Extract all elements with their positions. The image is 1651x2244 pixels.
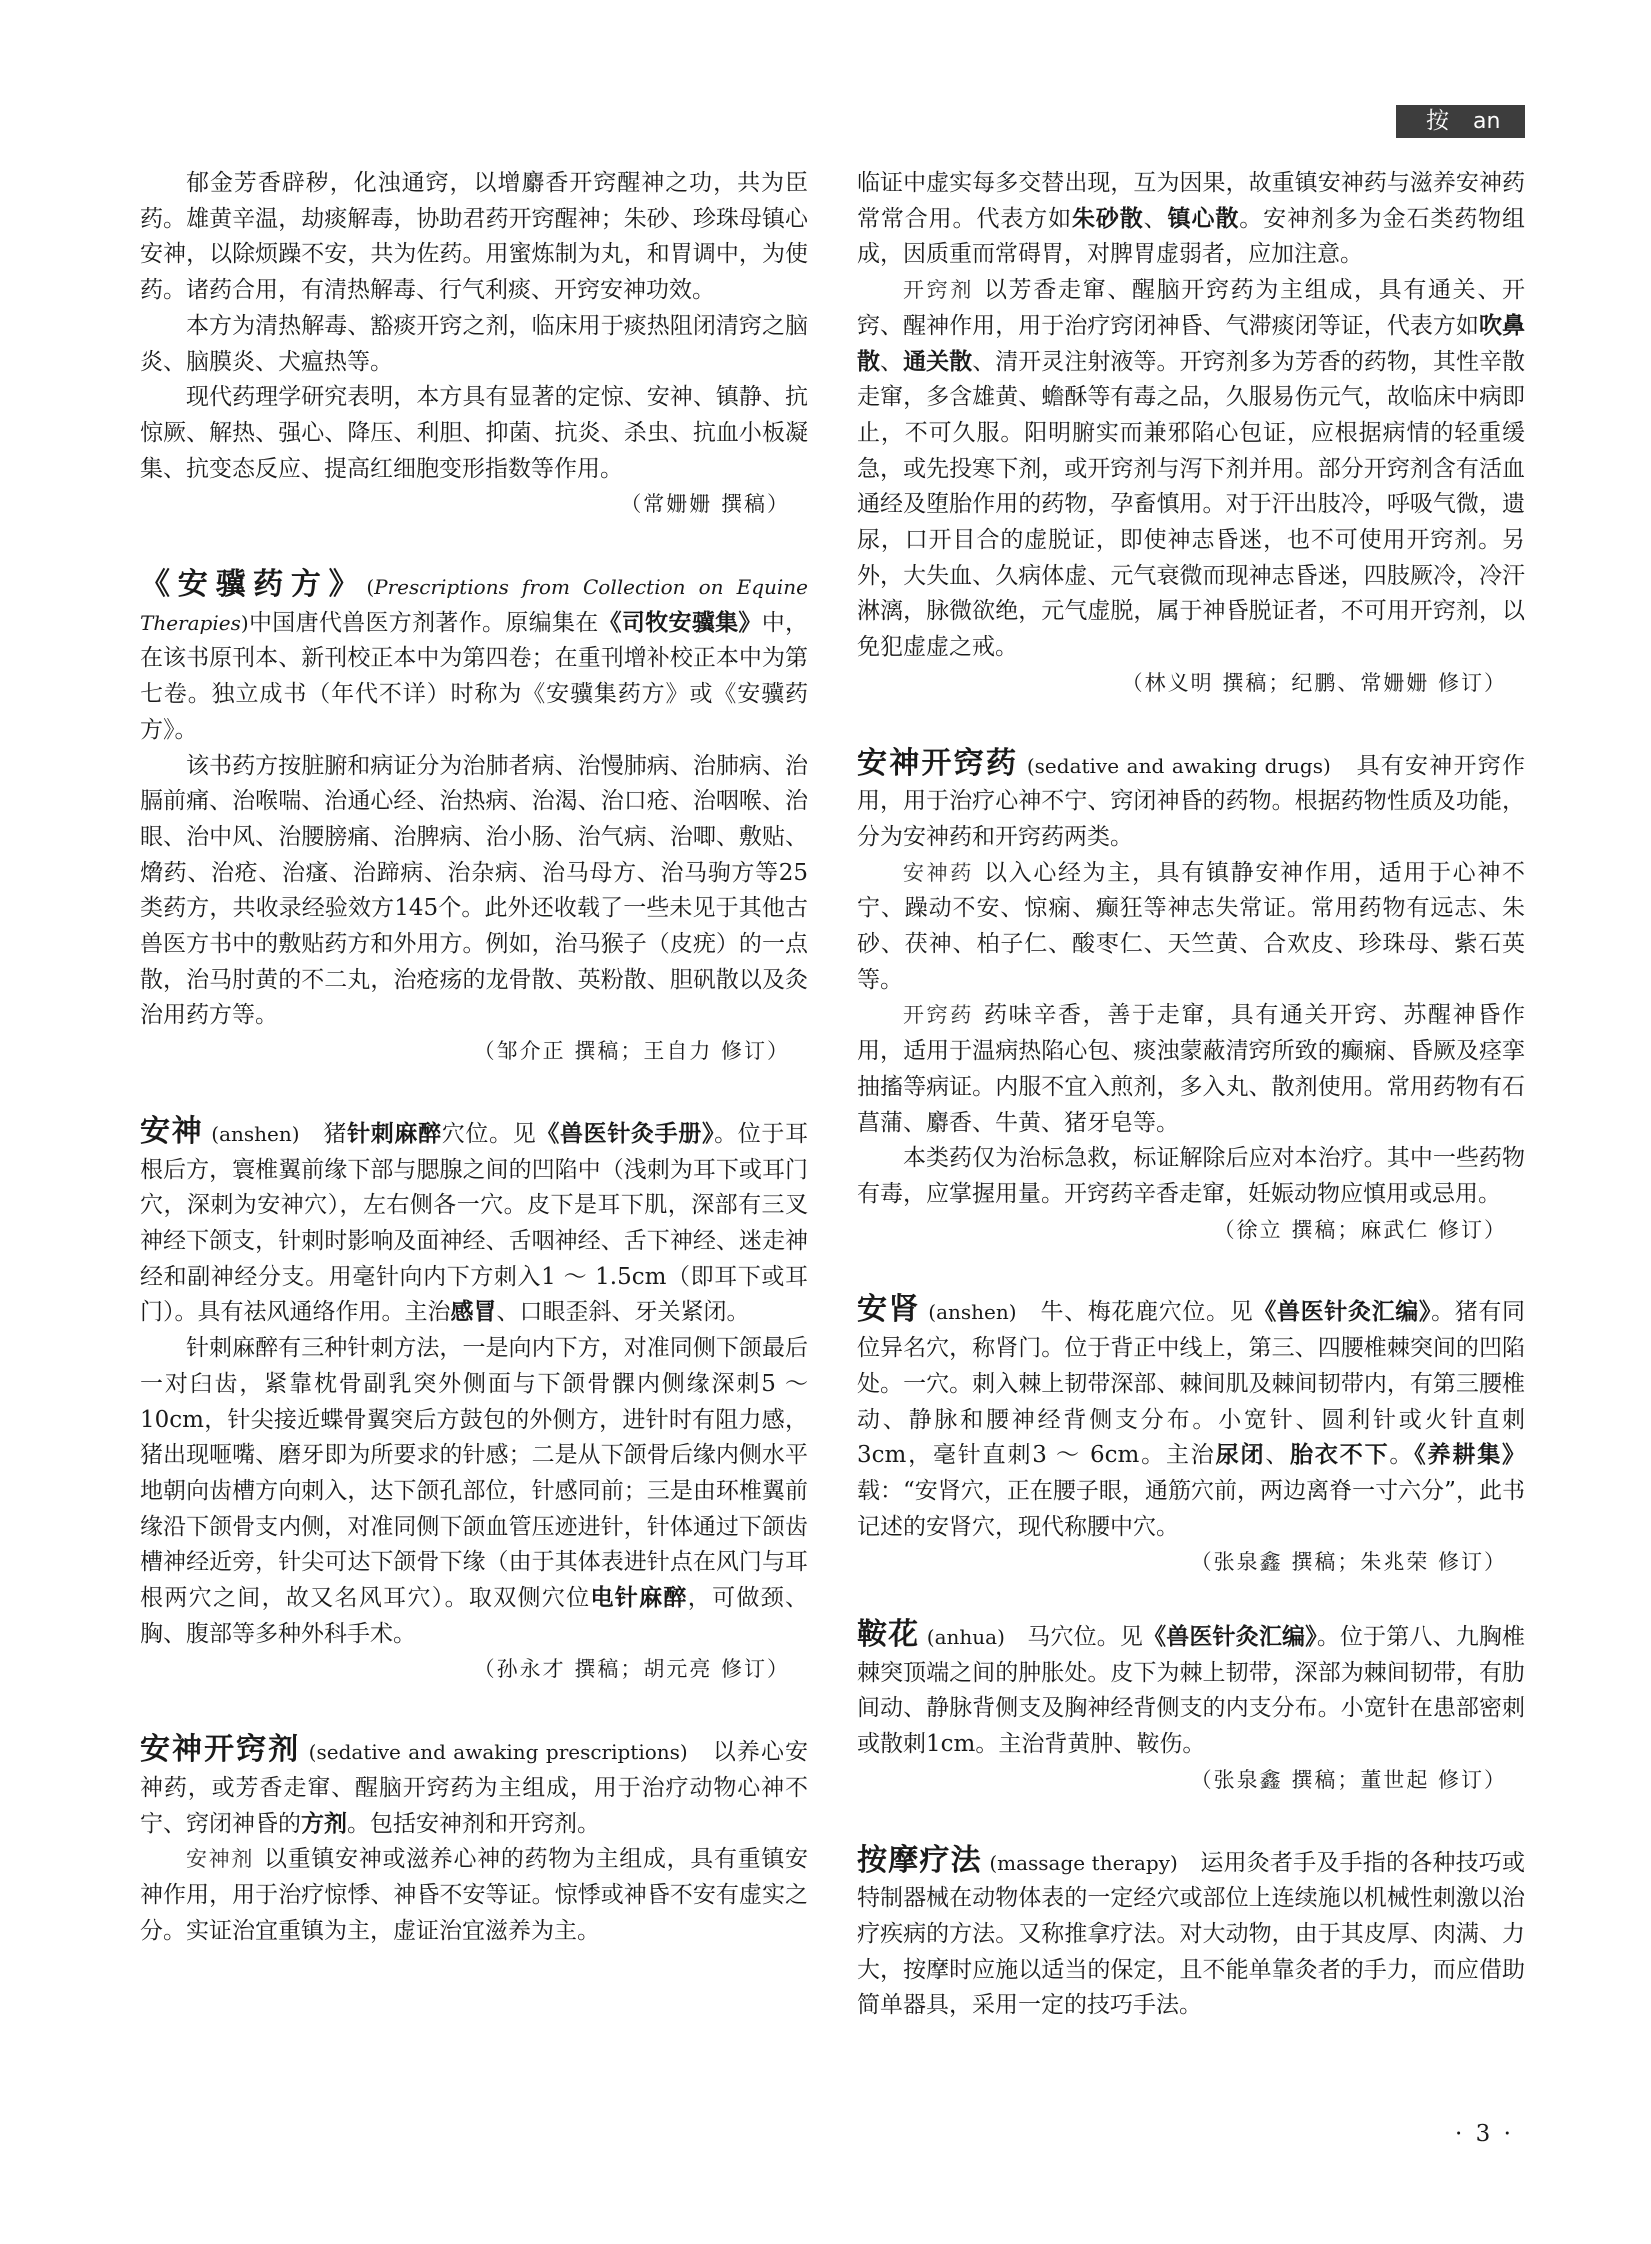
entry-english: (sedative and awaking drugs)	[1026, 753, 1331, 778]
entry-anhua: 鞍花 (anhua) 马穴位。见《兽医针灸汇编》。位于第八、九胸椎棘突顶端之间的肿胀处。皮下为棘上韧带，深部为棘间韧带，有肋间动、静脉背侧支及胸神经背侧支的内支分布。小宽针在患部密刺或散刺1cm。主治背黄肿、鞍伤。	[857, 1617, 1526, 1758]
author-signature: （徐立 撰稿；麻武仁 修订）	[1213, 1217, 1507, 1242]
entry-anji-yaofang: 《安骥药方》(Prescriptions from Collection on Equine Therapies)中国唐代兽医方剂著作。原编集在《司牧安骥集》中，在该书原刊本、新刊校正本中为第四卷；在重刊增补校正本中为第七卷。独立成书（年代不详）时称为《安骥集药方》或《安骥药方》。	[140, 567, 809, 743]
cross-reference: 朱砂散	[1072, 205, 1144, 232]
page-number: · 3 ·	[1455, 2121, 1514, 2147]
paragraph: 安神剂 以重镇安神或滋养心神的药物为主组成，具有重镇安神作用，用于治疗惊悸、神昏不安等证。惊悸或神昏不安有虚实之分。实证治宜重镇为主，虚证治宜滋养为主。	[140, 1846, 809, 1944]
entry-english: (anhua)	[926, 1625, 1005, 1650]
cross-reference: 《养耕集》	[1414, 1442, 1526, 1469]
cross-reference: 尿闭	[1215, 1442, 1266, 1469]
paragraph: 开窍剂 以芳香走窜、醒脑开窍药为主组成，具有通关、开窍、醒神作用，用于治疗窍闭神昏、气滞痰闭等证，代表方如吹鼻散、通关散、清开灵注射液等。开窍剂多为芳香的药物，其性辛散走窜，多含雄黄、蟾酥等有毒之品，久服易伤元气，故临床中病即止，不可久服。阳明腑实而兼邪陷心包证，应根据病情的轻重缓急，或先投寒下剂，或开窍剂与泻下剂并用。部分开窍剂含有活血通经及堕胎作用的药物，孕畜慎用。对于汗出肢冷，呼吸气微，遗尿，口开目合的虚脱证，即使神志昏迷，也不可使用开窍剂。另外，大失血、久病体虚、元气衰微而现神志昏迷，四肢厥冷，冷汗淋漓，脉微欲绝，元气虚脱，属于神昏脱证者，不可用开窍剂，以免犯虚虚之戒。	[857, 277, 1526, 661]
entry-headword: 安肾	[857, 1292, 921, 1328]
entry-english: (massage therapy)	[989, 1850, 1178, 1875]
cross-reference: 《兽医针灸汇编》	[1143, 1624, 1317, 1651]
cross-reference: 镇心散	[1167, 205, 1240, 232]
author-signature: （常姗姗 撰稿）	[620, 492, 790, 517]
entry-headword: 《安骥药方》	[140, 567, 367, 603]
section-tab-cn: 按	[1426, 108, 1451, 134]
section-tab	[1396, 105, 1525, 138]
subheading: 安神剂	[186, 1847, 255, 1872]
entry-massage-therapy: 按摩疗法 (massage therapy) 运用灸者手及手指的各种技巧或特制器械在动物体表的一定经穴或部位上连续施以机械性刺激以治疗疾病的方法。又称推拿疗法。对大动物，由于其皮厚、肉满、力大，按摩时应施以适当的保定，且不能单靠灸者的手力，而应借助简单器具，采用一定的技巧手法。	[857, 1842, 1525, 2019]
author-signature: （孙永才 撰稿；胡元亮 修订）	[473, 1657, 790, 1682]
cross-reference: 《司牧安骥集》	[598, 609, 762, 636]
author-signature: （林义明 撰稿；纪鹏、常姗姗 修订）	[1121, 670, 1507, 695]
cross-reference: 感冒	[450, 1299, 497, 1326]
entry-headword: 安神	[140, 1113, 204, 1149]
cross-reference: 针刺麻醉	[347, 1120, 442, 1147]
paragraph: 临证中虚实每多交替出现，互为因果，故重镇安神药与滋养安神药常常合用。代表方如朱砂散、镇心散。安神剂多为金石类药物组成，因质重而常碍胃，对脾胃虚弱者，应加注意。	[857, 170, 1526, 268]
entry-anshen-kaiqiao-ji: 安神开窍剂 (sedative and awaking prescriptions) 以养心安神药，或芳香走窜、醒脑开窍药为主组成，用于治疗动物心神不宁、窍闭神昏的方剂。包括安神剂和开窍剂。	[140, 1732, 809, 1837]
entry-anshen: 安神 (anshen) 猪针刺麻醉穴位。见《兽医针灸手册》。位于耳根后方，寰椎翼前缘下部与腮腺之间的凹陷中（浅刺为耳下或耳门穴，深刺为安神穴），左右侧各一穴。皮下是耳下肌，深部有三叉神经下颌支，针刺时影响及面神经、舌咽神经、舌下神经、迷走神经和副神经分支。用毫针向内下方刺入1 ～ 1.5cm（即耳下或耳门）。具有祛风通络作用。主治感冒、口眼歪斜、牙关紧闭。	[140, 1113, 809, 1326]
paragraph: 本方为清热解毒、豁痰开窍之剂，临床用于痰热阻闭清窍之脑炎、脑膜炎、犬瘟热等。	[140, 312, 808, 375]
entry-headword: 安神开窍药	[857, 745, 1019, 781]
entry-anshen-kidney: 安肾 (anshen) 牛、梅花鹿穴位。见《兽医针灸汇编》。猪有同位异名穴，称肾门。位于背正中线上，第三、四腰椎棘突间的凹陷处。一穴。刺入棘上韧带深部、棘间肌及棘间韧带内，有第三腰椎动、静脉和腰神经背侧支分布。小宽针、圆利针或火针直刺3cm，毫针直刺3 ～ 6cm。主治尿闭、胎衣不下。《养耕集》载：“安肾穴，正在腰子眼，通筋穴前，两边离脊一寸六分”，此书记述的安肾穴，现代称腰中穴。	[857, 1292, 1526, 1540]
subheading: 开窍药	[903, 1003, 974, 1028]
cross-reference: 吹鼻散	[857, 312, 1526, 375]
entry-headword: 安神开窍剂	[140, 1732, 301, 1768]
subheading: 开窍剂	[903, 278, 974, 303]
paragraph: 郁金芳香辟秽，化浊通窍，以增麝香开窍醒神之功，共为臣药。雄黄辛温，劫痰解毒，协助君药开窍醒神；朱砂、珍珠母镇心安神，以除烦躁不安，共为佐药。用蜜炼制为丸，和胃调中，为使药。诸药合用，有清热解毒、行气利痰、开窍安神功效。	[140, 170, 808, 304]
cross-reference: 胎衣不下	[1290, 1442, 1390, 1469]
subheading: 安神药	[903, 860, 974, 885]
section-tab-latin: an	[1473, 109, 1501, 134]
entry-english: (anshen)	[928, 1300, 1017, 1325]
left-column	[140, 166, 808, 1949]
entry-english: (anshen)	[211, 1121, 300, 1146]
cross-reference: 方剂	[301, 1810, 347, 1837]
right-column	[857, 166, 1525, 2024]
cross-reference: 通关散	[903, 348, 973, 375]
cross-reference: 电针麻醉	[590, 1585, 688, 1612]
paragraph: 开窍药 药味辛香，善于走窜，具有通关开窍、苏醒神昏作用，适用于温病热陷心包、痰浊蒙蔽清窍所致的癫痫、昏厥及痉挛抽搐等病证。内服不宜入煎剂，多入丸、散剂使用。常用药物有石菖蒲、麝香、牛黄、猪牙皂等。	[857, 1002, 1525, 1136]
entry-english: (sedative and awaking prescriptions)	[308, 1740, 688, 1765]
author-signature: （邹介正 撰稿；王自力 修订）	[473, 1039, 790, 1064]
paragraph: 针刺麻醉有三种针刺方法，一是向内下方，对准同侧下颌最后一对臼齿，紧靠枕骨副乳突外侧面与下颌骨髁内侧缘深刺5 ～ 10cm，针尖接近蝶骨翼突后方鼓包的外侧方，进针时有阻力感，猪出现咂嘴、磨牙即为所要求的针感；二是从下颌骨后缘内侧水平地朝向齿槽方向刺入，达下颌孔部位，针感同前；三是由环椎翼前缘沿下颌骨支内侧，对准同侧下颌血管压迹进针，针体通过下颌齿槽神经近旁，针尖可达下颌骨下缘（由于其体表进针点在风门与耳根两穴之间，故又名风耳穴）。取双侧穴位电针麻醉，可做颈、胸、腹部等多种外科手术。	[140, 1335, 809, 1647]
entry-anshen-kaiqiao-yao: 安神开窍药 (sedative and awaking drugs) 具有安神开窍作用，用于治疗心神不宁、窍闭神昏的药物。根据药物性质及功能，分为安神药和开窍药两类。	[857, 745, 1526, 850]
paragraph: 现代药理学研究表明，本方具有显著的定惊、安神、镇静、抗惊厥、解热、强心、降压、利胆、抑菌、抗炎、杀虫、抗血小板凝集、抗变态反应、提高红细胞变形指数等作用。	[140, 384, 808, 482]
entry-headword: 鞍花	[857, 1617, 920, 1653]
cross-reference: 《兽医针灸汇编》	[1253, 1299, 1432, 1326]
entry-headword: 按摩疗法	[857, 1842, 982, 1878]
paragraph: 该书药方按脏腑和病证分为治肺者病、治慢肺病、治肺病、治膈前痛、治喉喘、治通心经、治热病、治渴、治口疮、治咽喉、治眼、治中风、治腰膀痛、治脾病、治小肠、治气病、治唧、敷贴、熁药、治疮、治瘙、治蹄病、治杂病、治马母方、治马驹方等25类药方，共收录经验效方145个。此外还收载了一些未见于其他古兽医方书中的敷贴药方和外用方。例如，治马猴子（皮疣）的一点散，治马肘黄的不二丸，治疮疡的龙骨散、英粉散、胆矾散以及灸治用药方等。	[140, 752, 808, 1029]
paragraph: 安神药 以入心经为主，具有镇静安神作用，适用于心神不宁、躁动不安、惊痫、癫狂等神志失常证。常用药物有远志、朱砂、茯神、柏子仁、酸枣仁、天竺黄、合欢皮、珍珠母、紫石英等。	[857, 859, 1525, 993]
author-signature: （张泉鑫 撰稿；朱兆荣 修订）	[1190, 1550, 1507, 1575]
paragraph: 本类药仅为治标急救，标证解除后应对本治疗。其中一些药物有毒，应掌握用量。开窍药辛香走窜，妊娠动物应慎用或忌用。	[857, 1145, 1525, 1207]
cross-reference: 《兽医针灸手册》	[536, 1120, 715, 1147]
author-signature: （张泉鑫 撰稿；董世起 修订）	[1190, 1767, 1507, 1792]
entry-english: (Prescriptions from Collection on Equine Therapies)	[140, 575, 808, 635]
